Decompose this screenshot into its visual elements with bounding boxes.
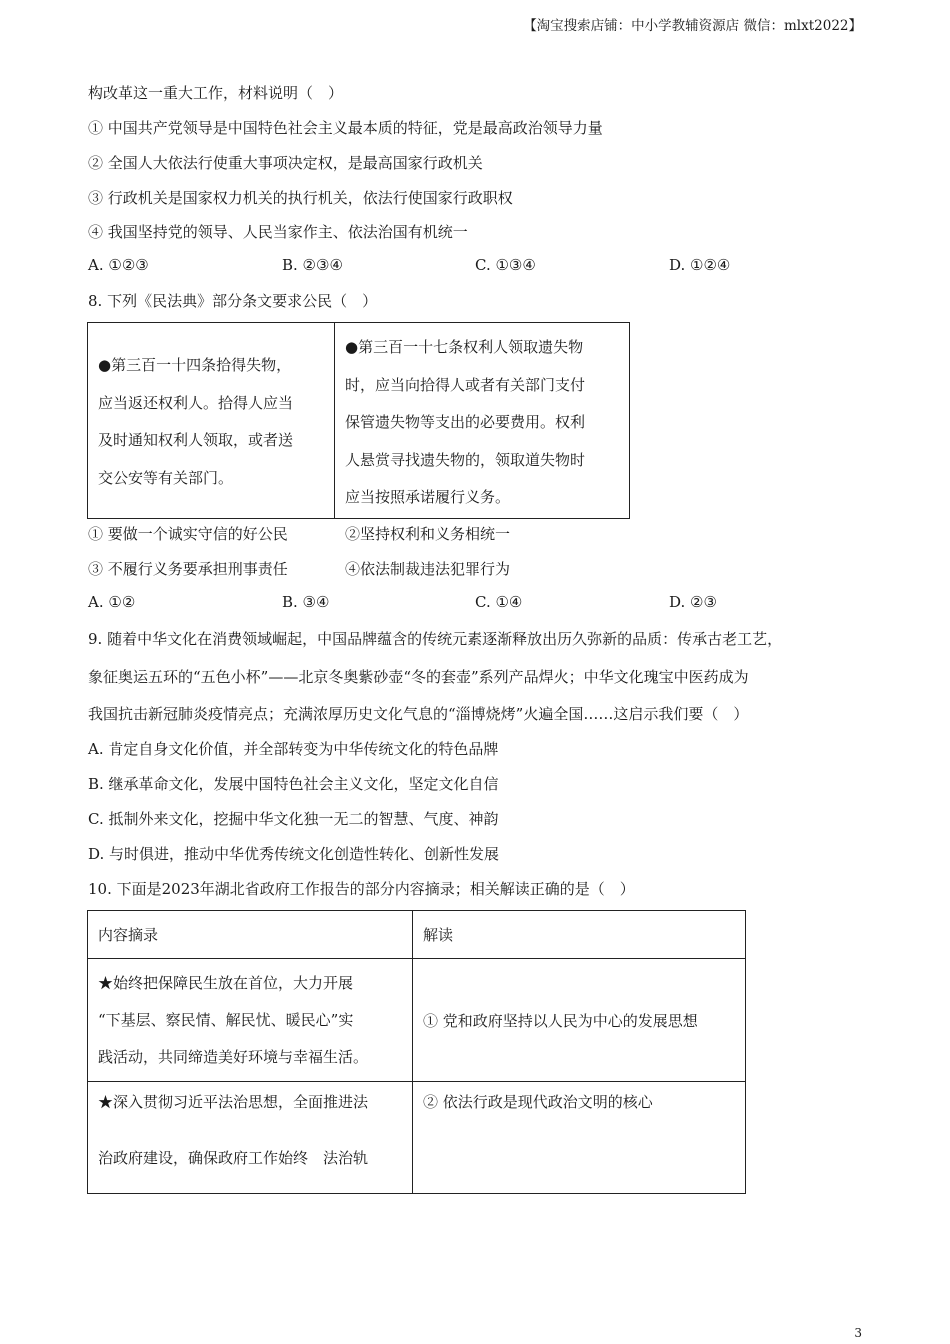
q9-stem-line: 9. 随着中华文化在消费领域崛起，中国品牌蕴含的传统元素逐渐释放出历久弥新的品质：传承古老工艺， — [88, 630, 783, 648]
q9-option-a: A. 肯定自身文化价值，并全部转变为中华传统文化的特色品牌 — [88, 740, 499, 758]
q10-stem: 10. 下面是2023年湖北省政府工作报告的部分内容摘录；相关解读正确的是（ ） — [88, 880, 635, 898]
q7-item-4: ④ 我国坚持党的领导、人民当家作主、依法治国有机统一 — [88, 223, 468, 241]
q7-item-1: ① 中国共产党领导是中国特色社会主义最本质的特征，党是最高政治领导力量 — [88, 119, 603, 137]
q8-item-1: ① 要做一个诚实守信的好公民 — [88, 525, 288, 543]
q8-option-d: D. ②③ — [669, 593, 717, 611]
q10-row2-excerpt — [88, 1082, 413, 1194]
q9-option-b: B. 继承革命文化，发展中国特色社会主义文化，坚定文化自信 — [88, 775, 499, 793]
q8-law-table — [87, 322, 630, 519]
q7-stem-tail: 构改革这一重大工作，材料说明（ ） — [88, 84, 344, 102]
q10-header-interpretation: 解读 — [413, 911, 746, 959]
q10-row1-line: 践活动，共同缔造美好环境与幸福生活。 — [98, 1048, 369, 1066]
page-header: 【淘宝搜索店铺：中小学教辅资源店 微信：mlxt2022】 — [523, 18, 862, 34]
q8-item-2: ②坚持权利和义务相统一 — [345, 525, 511, 543]
q10-report-table — [87, 910, 746, 1194]
q8-right-line: 时，应当向拾得人或者有关部门支付 — [345, 375, 586, 394]
q8-table-right-cell — [335, 323, 630, 519]
q8-right-line: ●第三百一十七条权利人领取遗失物 — [345, 338, 584, 356]
q8-stem: 8. 下列《民法典》部分条文要求公民（ ） — [88, 292, 378, 310]
q8-item-3: ③ 不履行义务要承担刑事责任 — [88, 560, 288, 578]
q10-row1-line: “下基层、察民情、解民忧、暖民心”实 — [98, 1011, 354, 1029]
q9-option-d: D. 与时俱进，推动中华优秀传统文化创造性转化、创新性发展 — [88, 845, 500, 863]
q10-row1-excerpt — [88, 959, 413, 1082]
q8-left-line: 交公安等有关部门。 — [98, 468, 234, 487]
q8-right-line: 应当按照承诺履行义务。 — [345, 488, 511, 506]
q7-item-3: ③ 行政机关是国家权力机关的执行机关，依法行使国家行政职权 — [88, 189, 513, 207]
q7-option-c: C. ①③④ — [475, 256, 536, 274]
q9-stem-line: 象征奥运五环的“五色小杯”——北京冬奥紫砂壶“冬的套壶”系列产品焊火；中华文化瑰宝中医药成为 — [88, 668, 749, 686]
q7-option-d: D. ①②④ — [669, 256, 731, 274]
q7-option-b: B. ②③④ — [282, 256, 343, 274]
q7-option-a: A. ①②③ — [88, 256, 149, 274]
q7-item-2: ② 全国人大依法行使重大事项决定权，是最高国家行政机关 — [88, 154, 483, 172]
q8-right-line: 保管遗失物等支出的必要费用。权利 — [345, 413, 586, 431]
q10-row1-line: ★始终把保障民生放在首位，大力开展 — [98, 974, 354, 992]
q10-row1-interpretation: ① 党和政府坚持以人民为中心的发展思想 — [413, 959, 746, 1082]
q8-table-left-cell — [88, 323, 335, 519]
q10-row2-line: 治政府建设，确保政府工作始终 法治轨 — [98, 1149, 369, 1167]
q8-option-c: C. ①④ — [475, 593, 523, 611]
q9-option-c: C. 抵制外来文化，挖掘中华文化独一无二的智慧、气度、神韵 — [88, 810, 499, 828]
q8-left-line: ●第三百一十四条拾得失物， — [98, 356, 292, 374]
q8-left-line: 及时通知权利人领取，或者送 — [98, 431, 294, 449]
q8-option-b: B. ③④ — [282, 593, 330, 611]
q9-stem-line: 我国抗击新冠肺炎疫情亮点；充满浓厚历史文化气息的“淄博烧烤”火遍全国……这启示我们要（ ） — [88, 705, 749, 723]
page-number: 3 — [854, 1326, 862, 1340]
q8-option-a: A. ①② — [88, 593, 136, 611]
q10-row2-line: ★深入贯彻习近平法治思想，全面推进法 — [98, 1093, 369, 1111]
q8-item-4: ④依法制裁违法犯罪行为 — [345, 560, 511, 578]
q10-row2-interpretation: ② 依法行政是现代政治文明的核心 — [413, 1082, 746, 1194]
q8-right-line: 人悬赏寻找遗失物的，领取道失物时 — [345, 450, 586, 469]
q8-left-line: 应当返还权利人。拾得人应当 — [98, 393, 294, 412]
q10-header-excerpt: 内容摘录 — [88, 911, 413, 959]
